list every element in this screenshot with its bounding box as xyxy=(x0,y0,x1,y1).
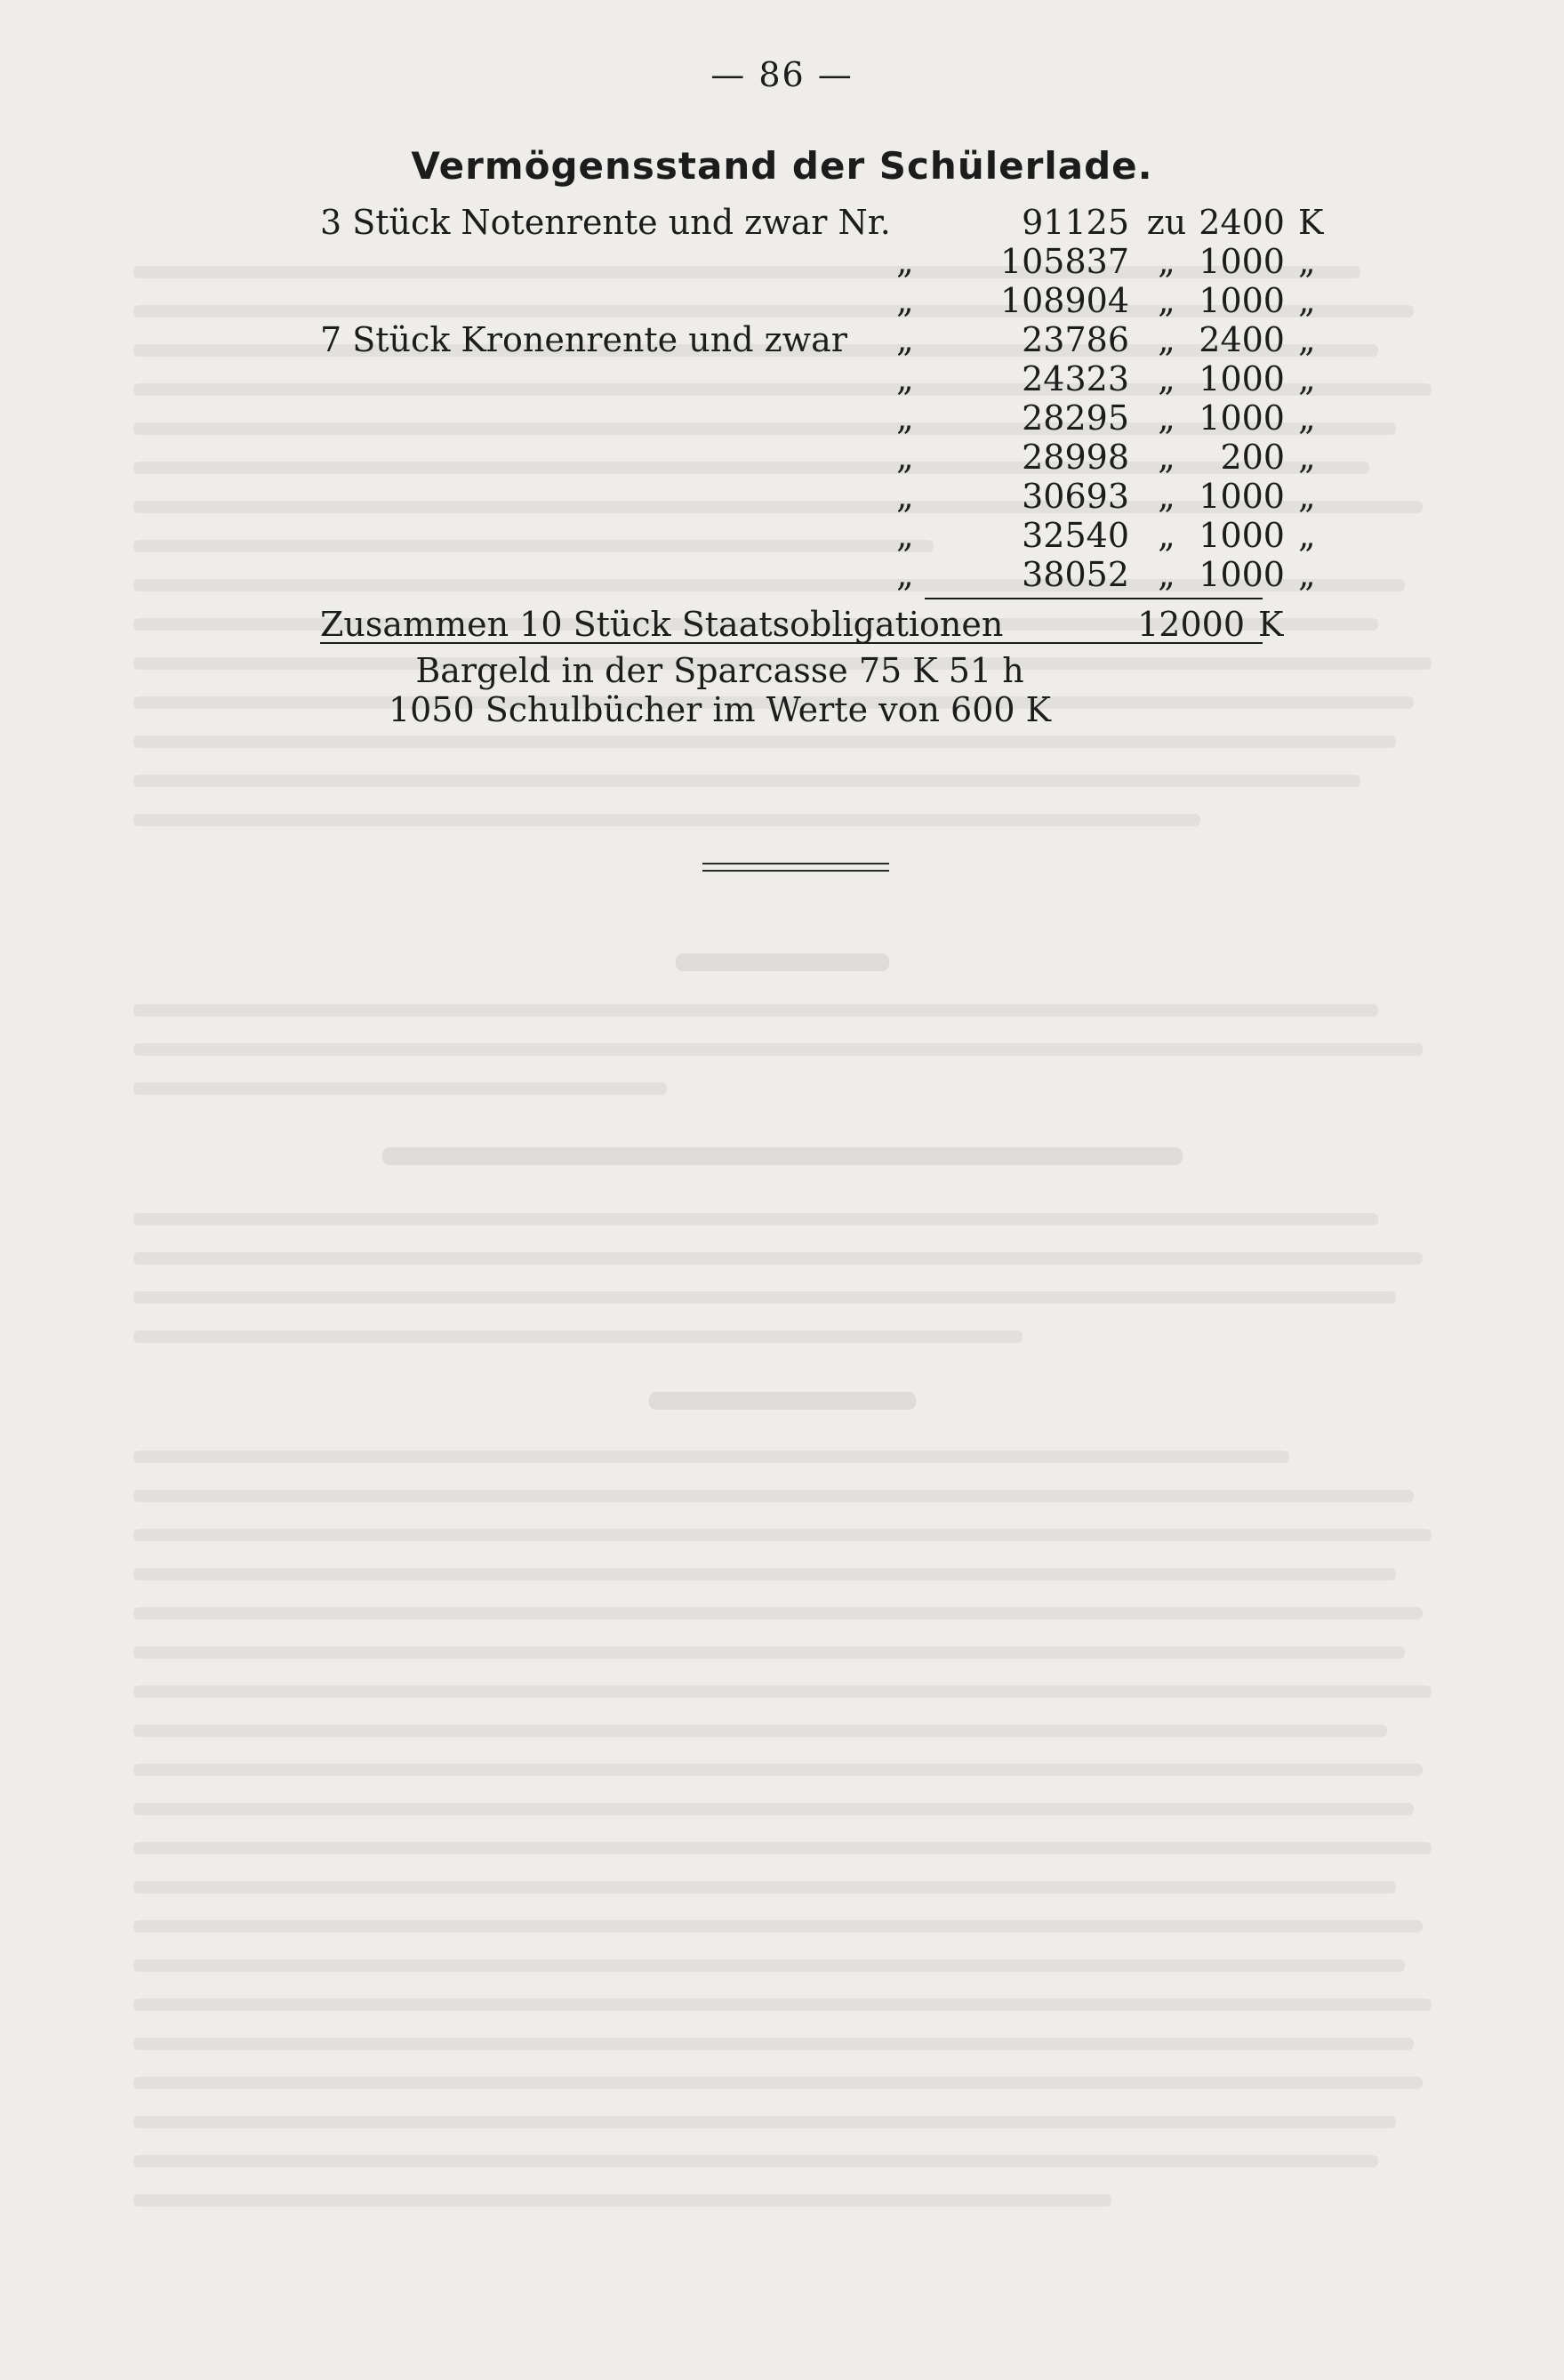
bond-number: 32540 xyxy=(1022,516,1129,555)
bond-amount: 2400 xyxy=(1199,203,1285,242)
ditto-mark: „ xyxy=(1158,320,1175,359)
page-number: — 86 — xyxy=(710,55,854,94)
bond-number: 38052 xyxy=(1022,555,1129,594)
bond-amount: 1000 xyxy=(1199,359,1285,398)
ditto-mark: „ xyxy=(896,516,914,555)
ditto-mark: „ xyxy=(896,359,914,398)
ditto-mark: „ xyxy=(1158,477,1175,516)
bond-number: 91125 xyxy=(1022,203,1129,242)
total-unit: K xyxy=(1258,605,1284,644)
ditto-mark: „ xyxy=(1158,555,1175,594)
bond-unit: K xyxy=(1298,203,1324,242)
ditto-mark: „ xyxy=(896,555,914,594)
bond-unit: „ xyxy=(1298,320,1316,359)
bond-amount: 1000 xyxy=(1199,555,1285,594)
ditto-mark: „ xyxy=(896,281,914,320)
bond-number: 108904 xyxy=(999,281,1129,320)
ditto-mark: „ xyxy=(1158,438,1175,477)
bond-unit: „ xyxy=(1298,516,1316,555)
bleed-through-texture xyxy=(133,1434,1432,2252)
ditto-mark: „ xyxy=(896,242,914,281)
bond-amount: 1000 xyxy=(1199,477,1285,516)
ditto-mark: „ xyxy=(896,477,914,516)
bond-number: 105837 xyxy=(999,242,1129,281)
bond-unit: „ xyxy=(1298,359,1316,398)
bond-number: 28295 xyxy=(1022,398,1129,438)
bond-unit: „ xyxy=(1298,242,1316,281)
total-amount: 12000 xyxy=(1137,605,1245,644)
bond-unit: „ xyxy=(1298,438,1316,477)
ditto-mark: „ xyxy=(1158,281,1175,320)
bond-amount: 1000 xyxy=(1199,516,1285,555)
ledger-row xyxy=(320,203,1324,242)
ditto-mark: „ xyxy=(1158,516,1175,555)
bond-unit: „ xyxy=(1298,398,1316,438)
bond-amount: 1000 xyxy=(1199,281,1285,320)
bond-amount: 2400 xyxy=(1199,320,1285,359)
bleed-through-texture xyxy=(133,987,1432,1121)
bleed-through-texture xyxy=(133,249,1432,872)
ditto-mark: „ xyxy=(1158,359,1175,398)
bond-number: 24323 xyxy=(1022,359,1129,398)
notenrente-label: 3 Stück Notenrente und zwar Nr. xyxy=(320,203,891,242)
ditto-mark: „ xyxy=(1158,398,1175,438)
ditto-mark: „ xyxy=(896,320,914,359)
bleed-heading-2 xyxy=(0,1147,1564,1169)
ditto-mark: „ xyxy=(896,398,914,438)
ditto-mark: „ xyxy=(1158,242,1175,281)
bond-number: 23786 xyxy=(1022,320,1129,359)
cash-line: Bargeld in der Sparcasse 75 K 51 h xyxy=(415,651,1024,690)
section-heading: Vermögensstand der Schülerlade. xyxy=(411,144,1153,188)
bleed-through-texture xyxy=(133,1196,1432,1356)
bond-number: 28998 xyxy=(1022,438,1129,477)
books-line: 1050 Schulbücher im Werte von 600 K xyxy=(388,690,1052,729)
bond-unit: „ xyxy=(1298,555,1316,594)
bond-amount: 1000 xyxy=(1199,398,1285,438)
zu-word: zu xyxy=(1146,203,1187,242)
ditto-mark: „ xyxy=(896,438,914,477)
bleed-heading-1 xyxy=(0,953,1564,975)
bleed-heading-3 xyxy=(0,1392,1564,1413)
bond-unit: „ xyxy=(1298,281,1316,320)
bond-number: 30693 xyxy=(1022,477,1129,516)
bond-amount: 200 xyxy=(1220,438,1285,477)
bond-amount: 1000 xyxy=(1199,242,1285,281)
total-label: Zusammen 10 Stück Staatsobligationen xyxy=(320,605,1004,644)
kronenrente-label: 7 Stück Kronenrente und zwar xyxy=(320,320,847,359)
bond-unit: „ xyxy=(1298,477,1316,516)
